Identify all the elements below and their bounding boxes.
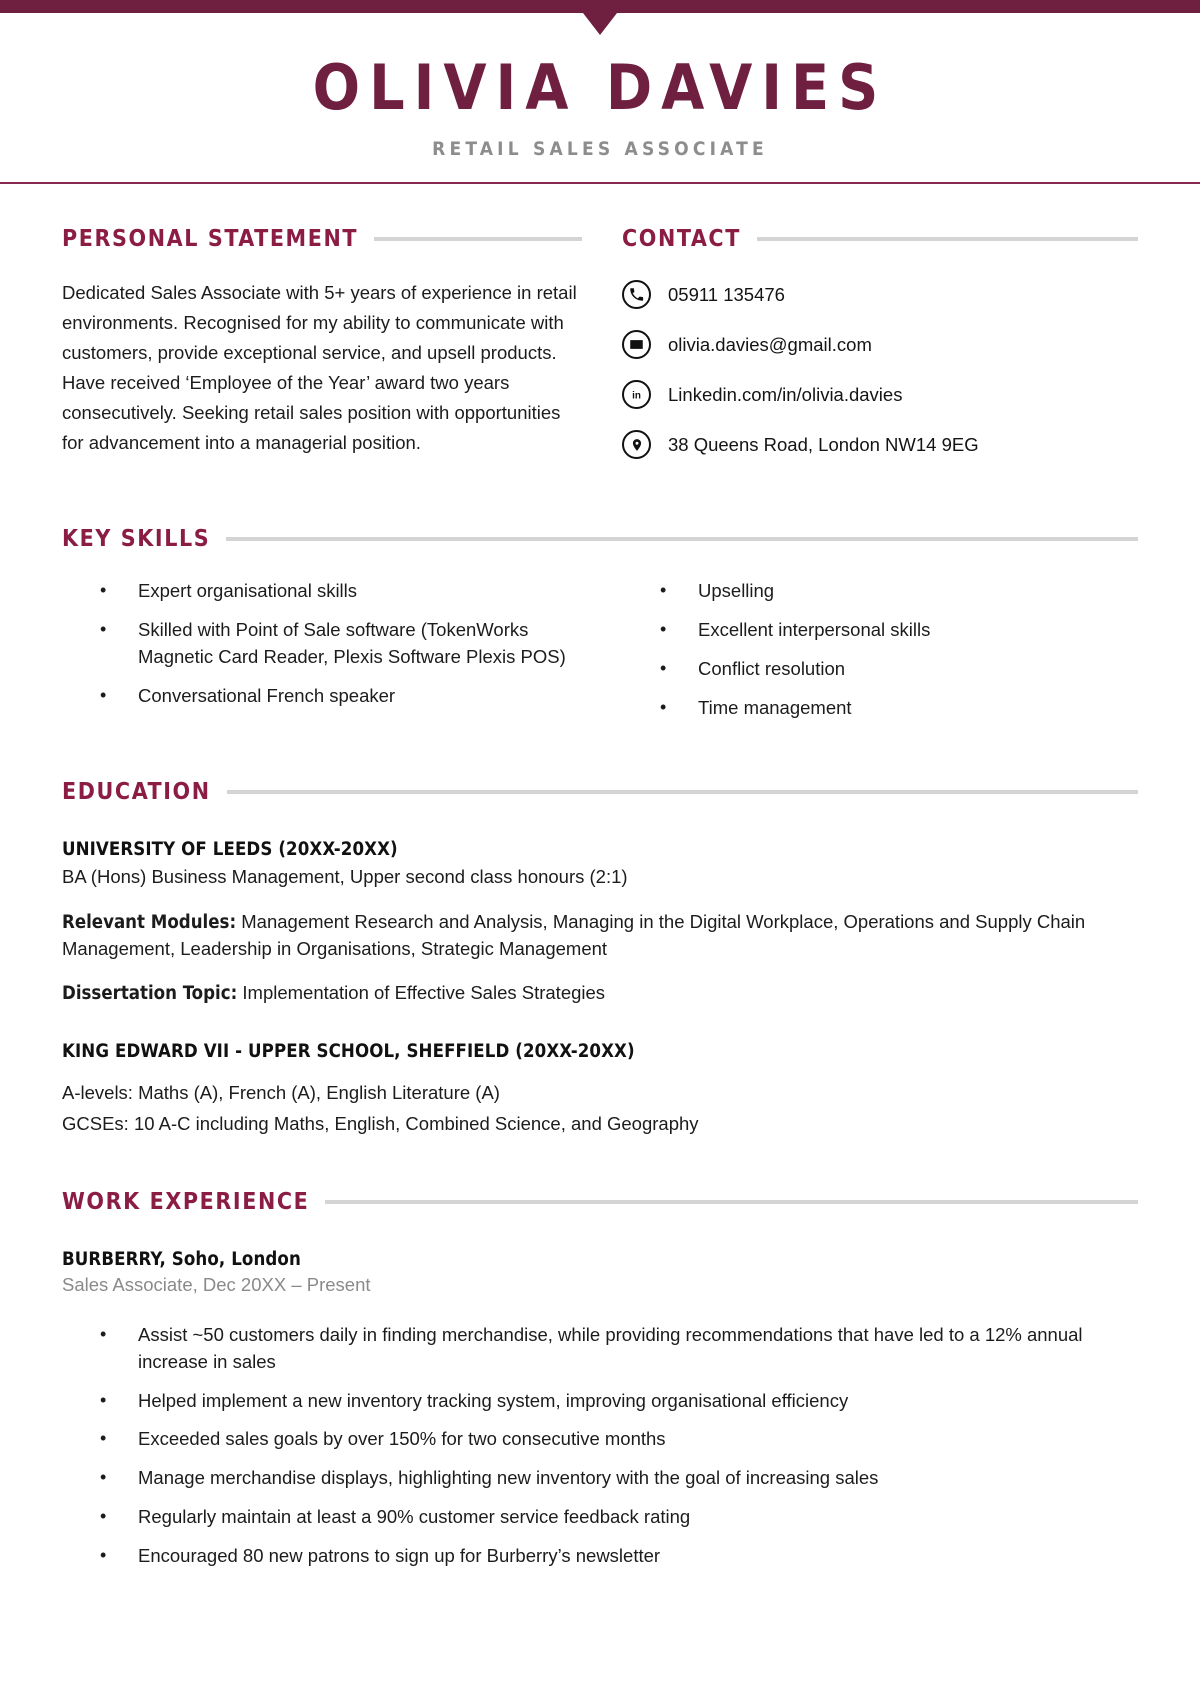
contact-item-phone[interactable]	[622, 280, 1138, 309]
section-rule	[227, 790, 1138, 794]
key-skills-section	[62, 526, 1138, 733]
top-accent-bar	[0, 0, 1200, 13]
contact-item-email[interactable]	[622, 330, 1138, 359]
list-item: • Encouraged 80 new patrons to sign up for Burberry’s newsletter	[100, 1543, 1138, 1570]
education-modules-value: Management Research and Analysis, Managing in the Digital Workplace, Operations and Supply Chain Management, Leadership in Organisations, Strategic Management	[62, 910, 1086, 959]
contact-item-linkedin[interactable]	[622, 380, 1138, 409]
section-rule	[757, 237, 1138, 241]
education-institution: KING EDWARD VII - UPPER SCHOOL, SHEFFIELD (20XX-20XX)	[62, 1041, 635, 1063]
work-experience-heading-row	[62, 1189, 1138, 1215]
employer-name: BURBERRY, Soho, London	[62, 1248, 301, 1270]
personal-statement-section	[62, 226, 622, 480]
education-institution: UNIVERSITY OF LEEDS (20XX-20XX)	[62, 839, 398, 861]
personal-statement-heading: PERSONAL STATEMENT	[62, 226, 359, 253]
key-skills-right-column	[622, 552, 1138, 733]
list-item: • Assist ~50 customers daily in finding merchandise, while providing recommendations that have led to a 12% annual increase in sales	[100, 1322, 1138, 1376]
list-item: • Exceeded sales goals by over 150% for two consecutive months	[100, 1426, 1138, 1453]
education-section	[62, 779, 1138, 1137]
resume-header	[0, 13, 1200, 182]
education-entry-school	[62, 1041, 1138, 1137]
education-modules-label: Relevant Modules:	[62, 911, 237, 933]
section-rule	[325, 1200, 1138, 1204]
key-skills-columns	[62, 552, 1138, 733]
contact-phone-value: 05911 135476	[668, 283, 785, 305]
contact-heading-row	[622, 226, 1138, 252]
personal-statement-text: Dedicated Sales Associate with 5+ years of experience in retail environments. Recognised for my ability to communicate with customers, provide exceptional service, and upsell products. Have received ‘Employee of the Year’ award two years consecutively. Seeking retail sales position with opportunities for advancement into a managerial position.	[62, 282, 577, 453]
work-experience-section	[62, 1189, 1138, 1570]
education-dissertation-label: Dissertation Topic:	[62, 983, 238, 1005]
section-rule	[226, 537, 1138, 541]
phone-icon	[622, 280, 651, 309]
list-item: • Conflict resolution	[660, 656, 1138, 683]
work-experience-heading: WORK EXPERIENCE	[62, 1188, 310, 1215]
key-skills-right-list	[622, 578, 1138, 721]
list-item: • Expert organisational skills	[100, 578, 602, 605]
linkedin-icon	[622, 380, 651, 409]
list-item: • Conversational French speaker	[100, 683, 602, 710]
contact-section	[622, 226, 1138, 480]
envelope-icon	[622, 330, 651, 359]
list-item: • Excellent interpersonal skills	[660, 617, 1138, 644]
key-skills-heading: KEY SKILLS	[62, 526, 211, 553]
key-skills-left-list	[62, 578, 602, 709]
location-pin-icon	[622, 430, 651, 459]
list-item: • Upselling	[660, 578, 1138, 605]
contact-email-value: olivia.davies@gmail.com	[668, 333, 872, 355]
education-heading: EDUCATION	[62, 779, 211, 806]
education-degree: BA (Hons) Business Management, Upper second class honours (2:1)	[62, 866, 628, 888]
list-item: • Skilled with Point of Sale software (TokenWorks Magnetic Card Reader, Plexis Software Plexis POS)	[100, 617, 602, 671]
education-heading-row	[62, 779, 1138, 805]
list-item: • Time management	[660, 695, 1138, 722]
list-item: • Helped implement a new inventory tracking system, improving organisational efficiency	[100, 1388, 1138, 1415]
section-rule	[374, 237, 582, 241]
contact-item-address[interactable]	[622, 430, 1138, 459]
resume-body	[0, 184, 1200, 1570]
candidate-job-title: RETAIL SALES ASSOCIATE	[432, 138, 768, 161]
work-experience-bullet-list	[62, 1322, 1138, 1570]
role-and-dates: Sales Associate, Dec 20XX – Present	[62, 1273, 371, 1295]
education-modules	[62, 909, 1138, 963]
personal-statement-heading-row	[62, 226, 582, 252]
contact-address-value: 38 Queens Road, London NW14 9EG	[668, 433, 979, 455]
contact-list	[622, 280, 1138, 459]
key-skills-left-column	[62, 552, 622, 733]
education-gcses: GCSEs: 10 A-C including Maths, English, Combined Science, and Geography	[62, 1112, 699, 1134]
key-skills-heading-row	[62, 526, 1138, 552]
education-alevels: A-levels: Maths (A), French (A), English Literature (A)	[62, 1082, 500, 1104]
contact-linkedin-value: Linkedin.com/in/olivia.davies	[668, 383, 903, 405]
list-item: • Manage merchandise displays, highlighting new inventory with the goal of increasing sales	[100, 1465, 1138, 1492]
education-entry-university	[62, 839, 1138, 1007]
education-dissertation-value: Implementation of Effective Sales Strategies	[237, 982, 606, 1004]
contact-heading: CONTACT	[622, 226, 741, 253]
statement-contact-row	[62, 184, 1138, 480]
svg-text:in: in	[632, 390, 641, 402]
candidate-name: OLIVIA DAVIES	[312, 51, 888, 124]
education-dissertation	[62, 980, 1138, 1007]
list-item: • Regularly maintain at least a 90% customer service feedback rating	[100, 1504, 1138, 1531]
work-experience-entry-burberry	[62, 1249, 1138, 1570]
header-notch-triangle	[583, 13, 617, 35]
